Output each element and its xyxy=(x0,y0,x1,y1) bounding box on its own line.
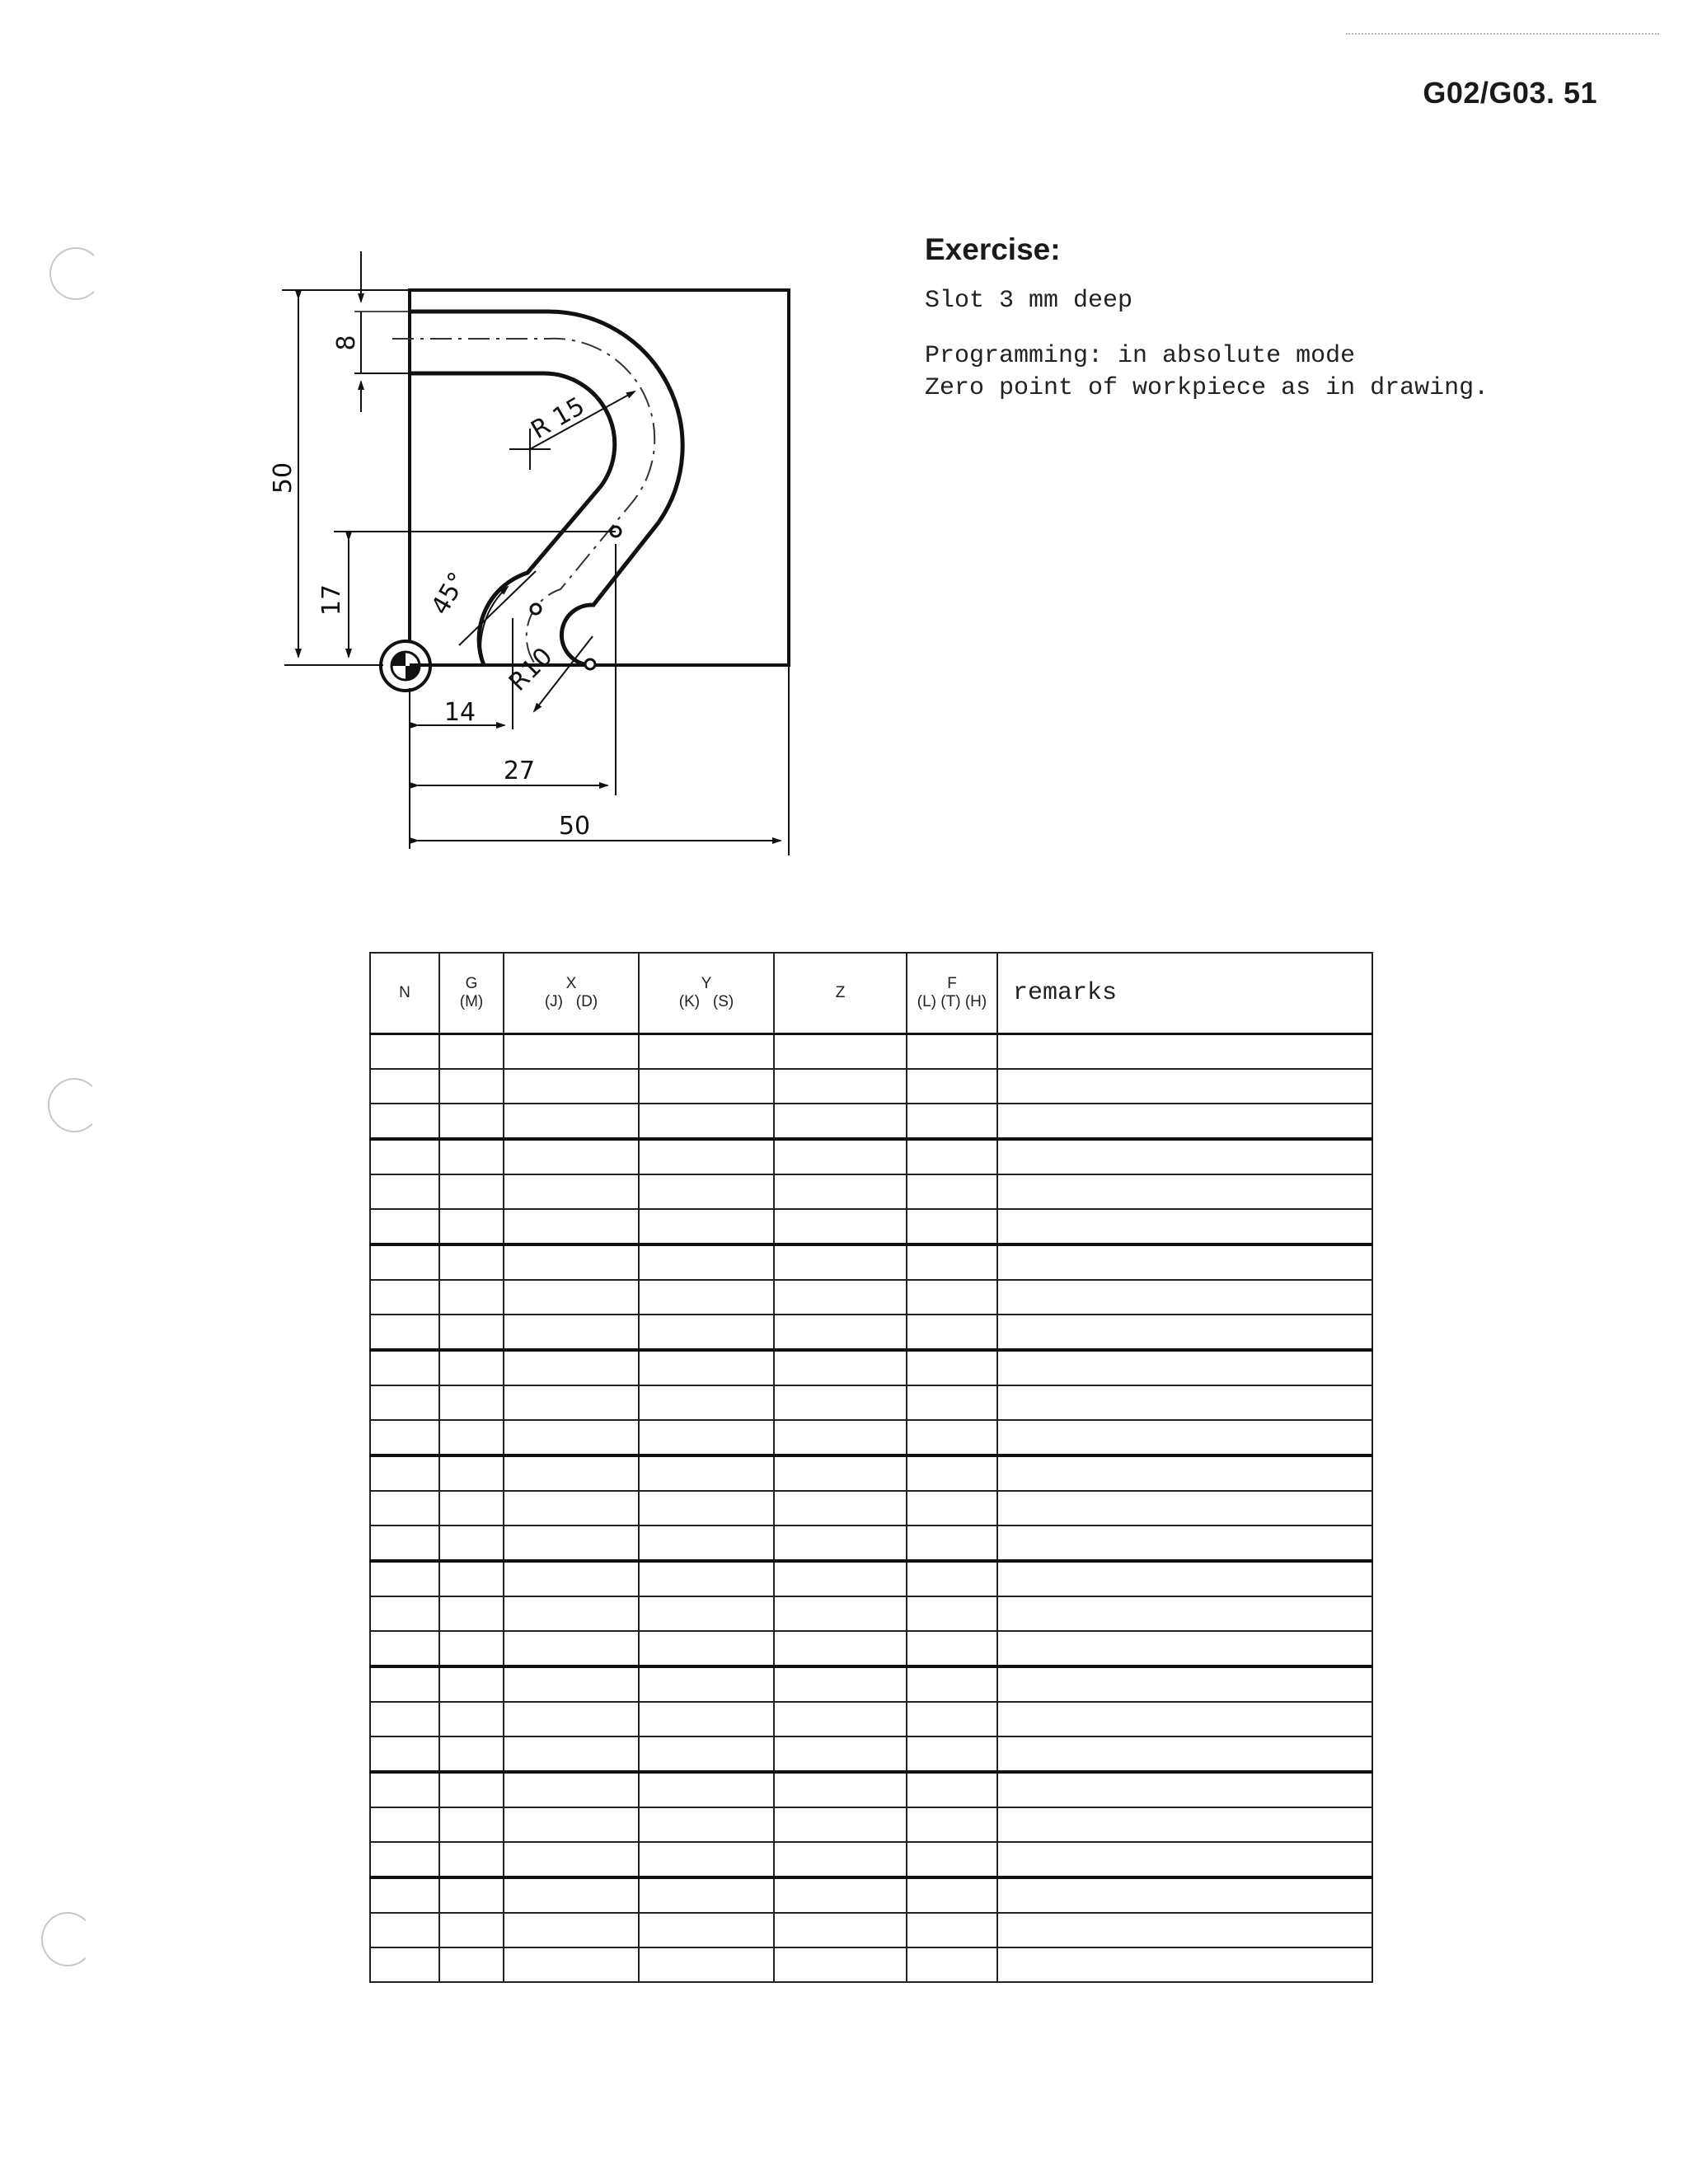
table-cell[interactable] xyxy=(504,1385,639,1420)
table-cell[interactable] xyxy=(907,1069,997,1104)
table-cell[interactable] xyxy=(439,1069,504,1104)
table-cell[interactable] xyxy=(774,1350,907,1385)
table-cell[interactable] xyxy=(997,1420,1372,1455)
table-row xyxy=(370,1842,1372,1877)
table-cell[interactable] xyxy=(997,1069,1372,1104)
table-cell[interactable] xyxy=(774,1385,907,1420)
workpiece-outline xyxy=(410,290,789,665)
table-row xyxy=(370,1807,1372,1842)
table-row xyxy=(370,1315,1372,1350)
table-cell[interactable] xyxy=(370,1666,439,1702)
table-cell[interactable] xyxy=(639,1139,774,1174)
table-cell[interactable] xyxy=(439,1174,504,1209)
table-cell[interactable] xyxy=(370,1631,439,1666)
punch-hole-bottom xyxy=(41,1912,94,1966)
table-row xyxy=(370,1069,1372,1104)
table-cell[interactable] xyxy=(370,1491,439,1526)
table-row xyxy=(370,1526,1372,1561)
table-cell[interactable] xyxy=(997,1913,1372,1947)
table-cell[interactable] xyxy=(439,1209,504,1244)
table-cell[interactable] xyxy=(439,1526,504,1561)
table-cell[interactable] xyxy=(504,1280,639,1315)
table-cell[interactable] xyxy=(774,1174,907,1209)
table-cell[interactable] xyxy=(370,1526,439,1561)
table-cell[interactable] xyxy=(774,1315,907,1350)
col-f: F (L) (T) (H) xyxy=(907,953,997,1034)
table-cell[interactable] xyxy=(639,1702,774,1736)
table-cell[interactable] xyxy=(439,1596,504,1631)
table-cell[interactable] xyxy=(907,1350,997,1385)
table-cell[interactable] xyxy=(504,1069,639,1104)
table-row xyxy=(370,1385,1372,1420)
col-x: X (J) (D) xyxy=(504,953,639,1034)
table-cell[interactable] xyxy=(504,1947,639,1982)
table-cell[interactable] xyxy=(504,1455,639,1491)
table-cell[interactable] xyxy=(370,1350,439,1385)
table-row xyxy=(370,1244,1372,1280)
table-cell[interactable] xyxy=(774,1420,907,1455)
table-cell[interactable] xyxy=(774,1913,907,1947)
table-row xyxy=(370,1772,1372,1807)
table-cell[interactable] xyxy=(439,1139,504,1174)
table-cell[interactable] xyxy=(907,1631,997,1666)
table-cell[interactable] xyxy=(907,1280,997,1315)
table-cell[interactable] xyxy=(370,1736,439,1772)
table-cell[interactable] xyxy=(639,1947,774,1982)
table-cell[interactable] xyxy=(504,1772,639,1807)
table-cell[interactable] xyxy=(774,1947,907,1982)
table-cell[interactable] xyxy=(504,1104,639,1139)
program-table xyxy=(369,952,1373,1983)
table-cell[interactable] xyxy=(439,1315,504,1350)
table-cell[interactable] xyxy=(439,1736,504,1772)
table-cell[interactable] xyxy=(639,1034,774,1070)
exercise-slot-depth: Slot 3 mm deep xyxy=(925,287,1133,315)
table-cell[interactable] xyxy=(774,1034,907,1070)
table-cell[interactable] xyxy=(774,1244,907,1280)
table-cell[interactable] xyxy=(639,1842,774,1877)
table-cell[interactable] xyxy=(504,1420,639,1455)
table-row xyxy=(370,1877,1372,1913)
col-y: Y (K) (S) xyxy=(639,953,774,1034)
table-cell[interactable] xyxy=(907,1666,997,1702)
table-cell[interactable] xyxy=(907,1455,997,1491)
punch-hole-middle xyxy=(48,1078,101,1132)
col-g: G (M) xyxy=(439,953,504,1034)
technical-drawing xyxy=(0,0,1688,907)
table-cell[interactable] xyxy=(907,1596,997,1631)
table-cell[interactable] xyxy=(639,1174,774,1209)
table-cell[interactable] xyxy=(370,1139,439,1174)
table-cell[interactable] xyxy=(774,1807,907,1842)
angle-label: 45° xyxy=(425,567,473,620)
table-cell[interactable] xyxy=(504,1209,639,1244)
table-cell[interactable] xyxy=(439,1455,504,1491)
table-cell[interactable] xyxy=(997,1104,1372,1139)
table-cell[interactable] xyxy=(997,1526,1372,1561)
table-cell[interactable] xyxy=(774,1736,907,1772)
table-cell[interactable] xyxy=(774,1561,907,1596)
table-cell[interactable] xyxy=(504,1350,639,1385)
table-cell[interactable] xyxy=(504,1736,639,1772)
table-row xyxy=(370,1561,1372,1596)
table-cell[interactable] xyxy=(504,1174,639,1209)
table-cell[interactable] xyxy=(907,1561,997,1596)
table-cell[interactable] xyxy=(907,1772,997,1807)
r15-label: R 15 xyxy=(526,391,590,445)
col-n: N xyxy=(370,953,439,1034)
table-cell[interactable] xyxy=(639,1772,774,1807)
table-cell[interactable] xyxy=(639,1455,774,1491)
table-cell[interactable] xyxy=(907,1385,997,1420)
table-cell[interactable] xyxy=(370,1561,439,1596)
table-cell[interactable] xyxy=(639,1736,774,1772)
table-cell[interactable] xyxy=(997,1244,1372,1280)
table-cell[interactable] xyxy=(370,1913,439,1947)
table-row xyxy=(370,1139,1372,1174)
table-cell[interactable] xyxy=(504,1491,639,1526)
table-cell[interactable] xyxy=(370,1947,439,1982)
table-cell[interactable] xyxy=(907,1807,997,1842)
table-cell[interactable] xyxy=(997,1596,1372,1631)
table-cell[interactable] xyxy=(504,1315,639,1350)
table-cell[interactable] xyxy=(370,1455,439,1491)
table-cell[interactable] xyxy=(439,1913,504,1947)
table-cell[interactable] xyxy=(907,1034,997,1070)
table-cell[interactable] xyxy=(439,1877,504,1913)
table-cell[interactable] xyxy=(439,1947,504,1982)
table-cell[interactable] xyxy=(504,1244,639,1280)
table-cell[interactable] xyxy=(907,1139,997,1174)
table-cell[interactable] xyxy=(997,1666,1372,1702)
table-cell[interactable] xyxy=(907,1913,997,1947)
table-cell[interactable] xyxy=(370,1420,439,1455)
table-cell[interactable] xyxy=(907,1736,997,1772)
table-cell[interactable] xyxy=(639,1631,774,1666)
table-cell[interactable] xyxy=(370,1596,439,1631)
table-cell[interactable] xyxy=(639,1244,774,1280)
table-cell[interactable] xyxy=(504,1631,639,1666)
table-row xyxy=(370,1174,1372,1209)
page-code: G02/G03. 51 xyxy=(1423,76,1597,110)
table-cell[interactable] xyxy=(774,1491,907,1526)
table-cell[interactable] xyxy=(439,1034,504,1070)
table-row xyxy=(370,1947,1372,1982)
table-cell[interactable] xyxy=(439,1666,504,1702)
table-cell[interactable] xyxy=(504,1596,639,1631)
table-cell[interactable] xyxy=(504,1139,639,1174)
table-cell[interactable] xyxy=(639,1420,774,1455)
table-cell[interactable] xyxy=(639,1807,774,1842)
table-cell[interactable] xyxy=(370,1174,439,1209)
table-cell[interactable] xyxy=(639,1280,774,1315)
table-cell[interactable] xyxy=(774,1702,907,1736)
table-cell[interactable] xyxy=(504,1877,639,1913)
table-cell[interactable] xyxy=(907,1877,997,1913)
table-cell[interactable] xyxy=(997,1280,1372,1315)
table-row xyxy=(370,1596,1372,1631)
table-cell[interactable] xyxy=(639,1315,774,1350)
table-row xyxy=(370,1034,1372,1070)
table-cell[interactable] xyxy=(774,1209,907,1244)
table-cell[interactable] xyxy=(370,1807,439,1842)
table-cell[interactable] xyxy=(997,1772,1372,1807)
table-cell[interactable] xyxy=(774,1069,907,1104)
table-cell[interactable] xyxy=(774,1631,907,1666)
table-cell[interactable] xyxy=(907,1526,997,1561)
table-cell[interactable] xyxy=(504,1807,639,1842)
table-cell[interactable] xyxy=(997,1491,1372,1526)
table-cell[interactable] xyxy=(907,1420,997,1455)
table-row xyxy=(370,1702,1372,1736)
table-cell[interactable] xyxy=(639,1913,774,1947)
table-cell[interactable] xyxy=(907,1842,997,1877)
table-cell[interactable] xyxy=(907,1174,997,1209)
program-sheet xyxy=(369,952,1373,1983)
table-cell[interactable] xyxy=(907,1104,997,1139)
exercise-programming-mode: Programming: in absolute mode xyxy=(925,342,1356,370)
table-cell[interactable] xyxy=(997,1350,1372,1385)
table-cell[interactable] xyxy=(370,1385,439,1420)
exercise-heading: Exercise: xyxy=(925,232,1061,266)
table-cell[interactable] xyxy=(504,1913,639,1947)
point-3 xyxy=(585,659,595,669)
table-cell[interactable] xyxy=(439,1702,504,1736)
table-cell[interactable] xyxy=(439,1385,504,1420)
table-cell[interactable] xyxy=(774,1526,907,1561)
table-cell[interactable] xyxy=(639,1104,774,1139)
table-cell[interactable] xyxy=(997,1736,1372,1772)
table-cell[interactable] xyxy=(997,1947,1372,1982)
table-cell[interactable] xyxy=(639,1561,774,1596)
table-cell[interactable] xyxy=(639,1596,774,1631)
table-cell[interactable] xyxy=(370,1877,439,1913)
r10-label: R10 xyxy=(503,642,559,697)
exercise-zero-point: Zero point of workpiece as in drawing. xyxy=(925,374,1489,402)
table-cell[interactable] xyxy=(370,1702,439,1736)
col-remarks: remarks xyxy=(997,953,1372,1034)
table-cell[interactable] xyxy=(774,1772,907,1807)
table-cell[interactable] xyxy=(907,1315,997,1350)
table-cell[interactable] xyxy=(439,1491,504,1526)
table-row xyxy=(370,1209,1372,1244)
table-cell[interactable] xyxy=(439,1561,504,1596)
table-cell[interactable] xyxy=(639,1666,774,1702)
table-row xyxy=(370,1736,1372,1772)
table-cell[interactable] xyxy=(774,1877,907,1913)
table-cell[interactable] xyxy=(997,1631,1372,1666)
table-cell[interactable] xyxy=(997,1455,1372,1491)
table-cell[interactable] xyxy=(639,1526,774,1561)
table-cell[interactable] xyxy=(370,1842,439,1877)
table-cell[interactable] xyxy=(997,1174,1372,1209)
table-cell[interactable] xyxy=(997,1385,1372,1420)
table-cell[interactable] xyxy=(370,1244,439,1280)
table-cell[interactable] xyxy=(774,1666,907,1702)
table-cell[interactable] xyxy=(907,1244,997,1280)
table-cell[interactable] xyxy=(439,1420,504,1455)
table-cell[interactable] xyxy=(997,1807,1372,1842)
table-cell[interactable] xyxy=(439,1104,504,1139)
table-cell[interactable] xyxy=(439,1350,504,1385)
table-cell[interactable] xyxy=(370,1034,439,1070)
table-cell[interactable] xyxy=(639,1491,774,1526)
table-cell[interactable] xyxy=(370,1069,439,1104)
table-cell[interactable] xyxy=(370,1772,439,1807)
table-cell[interactable] xyxy=(774,1842,907,1877)
table-cell[interactable] xyxy=(504,1561,639,1596)
table-cell[interactable] xyxy=(370,1315,439,1350)
table-cell[interactable] xyxy=(504,1526,639,1561)
table-row xyxy=(370,1104,1372,1139)
table-cell[interactable] xyxy=(774,1596,907,1631)
table-cell[interactable] xyxy=(439,1631,504,1666)
table-cell[interactable] xyxy=(639,1350,774,1385)
table-cell[interactable] xyxy=(639,1209,774,1244)
table-cell[interactable] xyxy=(997,1139,1372,1174)
table-cell[interactable] xyxy=(997,1702,1372,1736)
table-cell[interactable] xyxy=(774,1280,907,1315)
table-cell[interactable] xyxy=(370,1280,439,1315)
table-row xyxy=(370,1350,1372,1385)
table-cell[interactable] xyxy=(997,1034,1372,1070)
table-cell[interactable] xyxy=(997,1842,1372,1877)
table-cell[interactable] xyxy=(997,1315,1372,1350)
header-row xyxy=(370,953,1372,1034)
table-cell[interactable] xyxy=(639,1069,774,1104)
table-cell[interactable] xyxy=(439,1280,504,1315)
table-row xyxy=(370,1280,1372,1315)
table-cell[interactable] xyxy=(639,1877,774,1913)
table-cell[interactable] xyxy=(774,1104,907,1139)
table-cell[interactable] xyxy=(907,1947,997,1982)
table-cell[interactable] xyxy=(439,1244,504,1280)
table-cell[interactable] xyxy=(774,1139,907,1174)
table-cell[interactable] xyxy=(439,1772,504,1807)
table-row xyxy=(370,1455,1372,1491)
point-2 xyxy=(531,604,541,614)
table-cell[interactable] xyxy=(504,1034,639,1070)
table-row xyxy=(370,1666,1372,1702)
table-cell[interactable] xyxy=(907,1702,997,1736)
table-cell[interactable] xyxy=(504,1702,639,1736)
table-cell[interactable] xyxy=(997,1209,1372,1244)
table-row xyxy=(370,1491,1372,1526)
table-cell[interactable] xyxy=(907,1491,997,1526)
dim-width-50-label: 50 xyxy=(558,812,591,841)
dim-x-14-label: 14 xyxy=(443,698,476,727)
table-cell[interactable] xyxy=(907,1209,997,1244)
table-cell[interactable] xyxy=(439,1807,504,1842)
table-cell[interactable] xyxy=(639,1385,774,1420)
dim-x-27-label: 27 xyxy=(503,757,536,785)
table-cell[interactable] xyxy=(774,1455,907,1491)
table-row xyxy=(370,1420,1372,1455)
table-cell[interactable] xyxy=(439,1842,504,1877)
dim-height-17-label: 17 xyxy=(317,583,346,616)
col-z: Z xyxy=(774,953,907,1034)
table-cell[interactable] xyxy=(504,1666,639,1702)
dim-slot-width-label: 8 xyxy=(332,335,361,351)
table-cell[interactable] xyxy=(370,1104,439,1139)
table-cell[interactable] xyxy=(997,1877,1372,1913)
table-row xyxy=(370,1913,1372,1947)
table-row xyxy=(370,1631,1372,1666)
table-cell[interactable] xyxy=(370,1209,439,1244)
table-cell[interactable] xyxy=(504,1842,639,1877)
table-cell[interactable] xyxy=(997,1561,1372,1596)
dim-height-50-label: 50 xyxy=(269,462,298,494)
